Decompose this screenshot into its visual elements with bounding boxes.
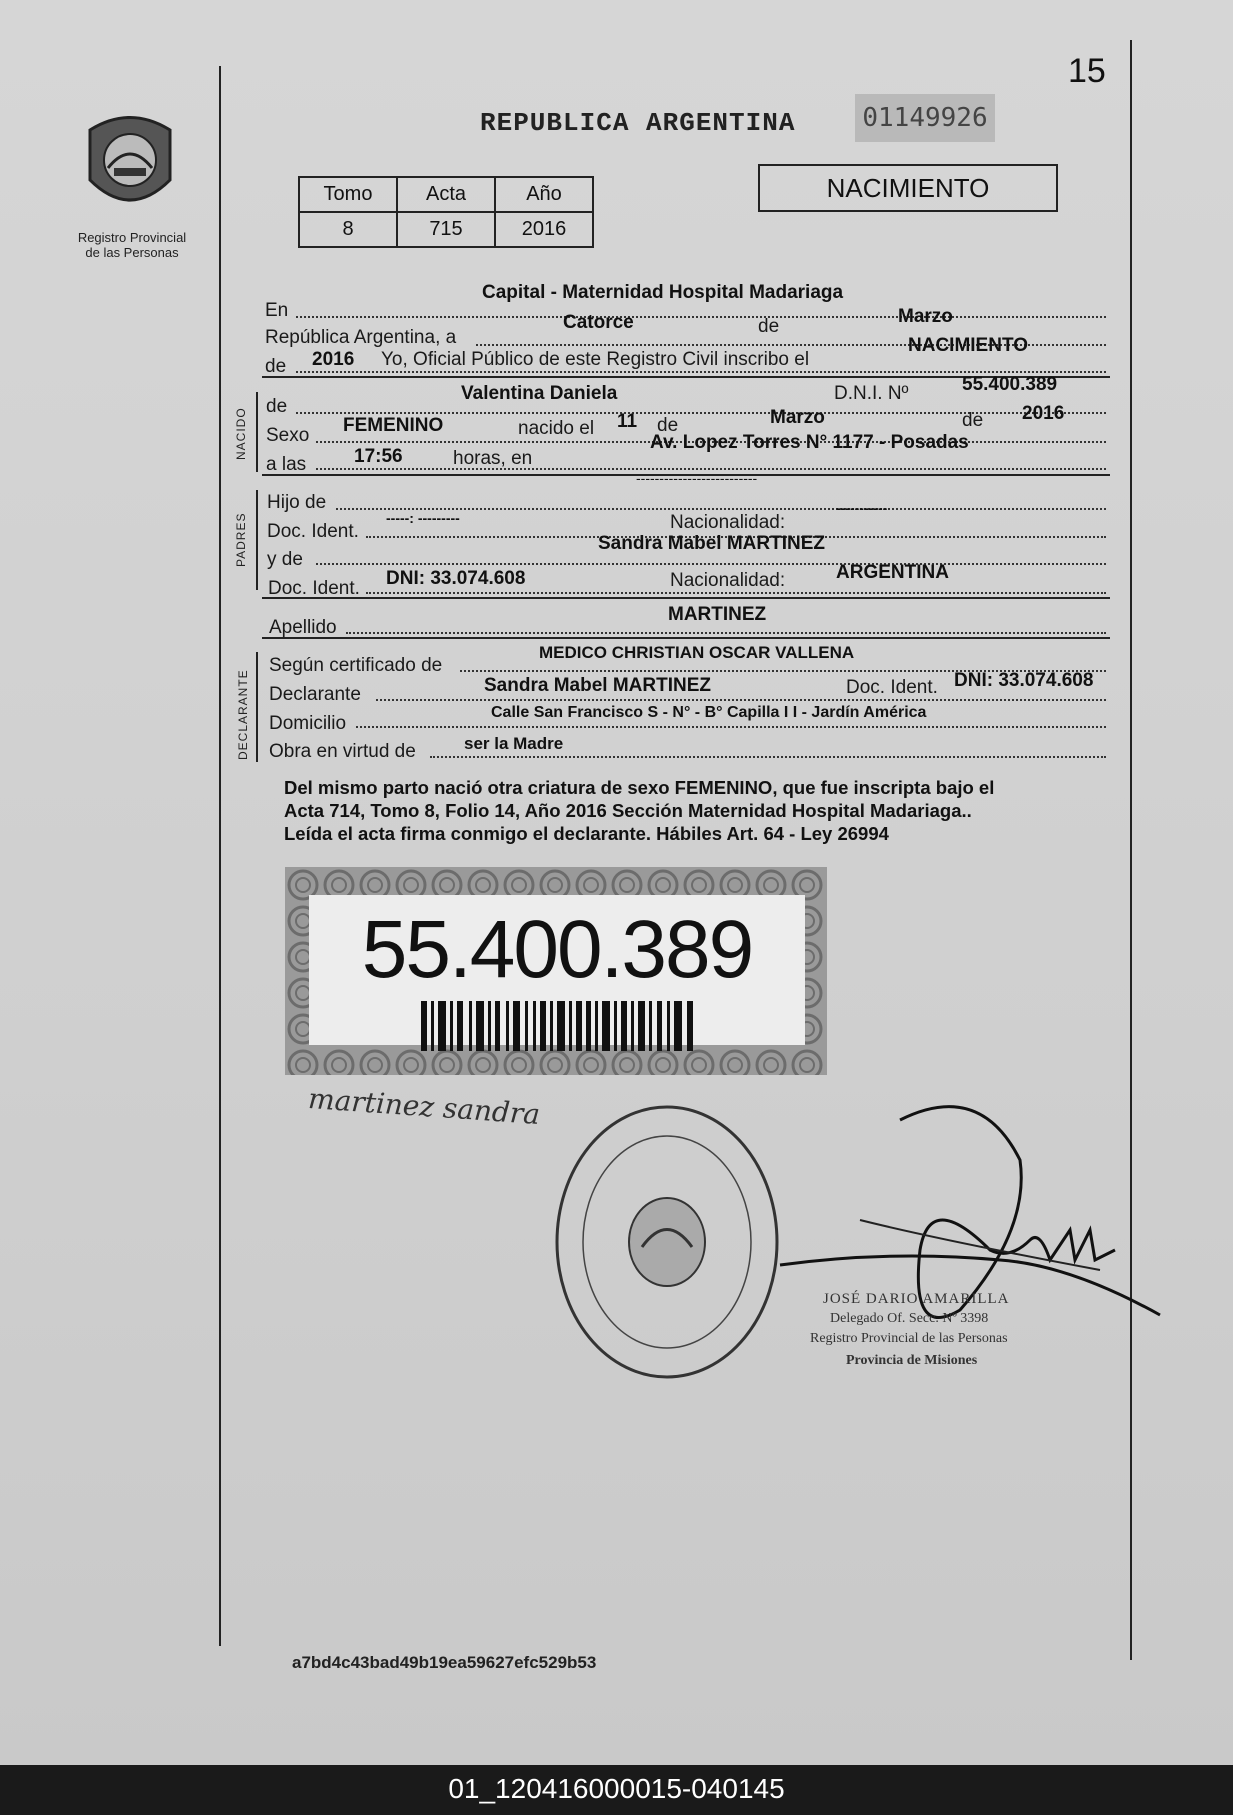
- de-label: de: [758, 316, 780, 337]
- domicilio-label: Domicilio: [269, 713, 347, 734]
- declarante-label: Declarante: [269, 684, 361, 705]
- obra-label: Obra en virtud de: [269, 741, 416, 762]
- officer-name: JOSÉ DARIO AMARILLA: [823, 1291, 1010, 1307]
- doc-ident-label: Doc. Ident.: [268, 578, 360, 599]
- section-divider: [262, 637, 1110, 639]
- sticker-inner: [309, 895, 805, 1045]
- country-title: REPUBLICA ARGENTINA: [480, 108, 796, 138]
- mother-nationality: ARGENTINA: [836, 562, 949, 583]
- dotted-line: [296, 371, 1106, 373]
- registration-year: 2016: [312, 349, 355, 370]
- section-bracket: [256, 490, 258, 590]
- act-type-box: NACIMIENTO: [758, 164, 1058, 212]
- serial-number: 01149926: [855, 94, 995, 142]
- dotted-line: [296, 412, 1106, 414]
- dotted-line: [346, 632, 1106, 634]
- nacionalidad-label: Nacionalidad:: [670, 570, 786, 591]
- officer-organization: Registro Provincial de las Personas: [810, 1331, 1008, 1346]
- inscription-type: NACIMIENTO: [908, 335, 1028, 356]
- en-label: En: [265, 300, 289, 321]
- birth-time: 17:56: [354, 446, 403, 467]
- birth-year: 2016: [1022, 403, 1065, 424]
- dotted-line: [296, 316, 1106, 318]
- officer-role: Delegado Of. Secc. Nº 3398: [830, 1311, 989, 1326]
- apellido-label: Apellido: [269, 617, 337, 638]
- registration-place: Capital - Maternidad Hospital Madariaga: [482, 282, 844, 303]
- child-name: Valentina Daniela: [461, 383, 618, 404]
- de-label: de: [266, 396, 288, 417]
- id-number: 55.400.389: [361, 904, 753, 995]
- dotted-line: [356, 726, 1106, 728]
- tomo-acta-table: [298, 176, 594, 248]
- declarant-address: Calle San Francisco S - N° - B° Capilla I I - Jardín América: [491, 704, 927, 721]
- table-cell: 8: [299, 212, 397, 247]
- father-name: --------------------------: [636, 470, 758, 486]
- dotted-line: [316, 563, 1106, 565]
- officer-province: Provincia de Misiones: [846, 1353, 978, 1368]
- certificado-label: Según certificado de: [269, 655, 443, 676]
- oficial-text: Yo, Oficial Público de este Registro Civil inscribo el: [381, 349, 810, 370]
- section-bracket: [256, 392, 258, 472]
- y-de-label: y de: [267, 549, 303, 570]
- declarant-capacity: ser la Madre: [464, 734, 564, 753]
- de-label: de: [657, 415, 679, 436]
- barcode: [421, 1001, 693, 1051]
- horas-label: horas, en: [453, 448, 533, 469]
- declarant-name: Sandra Mabel MARTINEZ: [484, 675, 711, 696]
- registration-day: Catorce: [563, 312, 634, 333]
- dotted-line: [366, 592, 1106, 594]
- registration-month: Marzo: [898, 306, 953, 327]
- father-nationality: -----------: [836, 500, 888, 516]
- sexo-label: Sexo: [266, 425, 310, 446]
- right-margin-line: [1130, 40, 1132, 1660]
- mother-name: Sandra Mabel MARTINEZ: [598, 533, 825, 554]
- id-number-sticker: [285, 867, 827, 1075]
- dotted-line: [430, 756, 1106, 758]
- left-margin-line: [219, 66, 221, 1646]
- nacido-side-label: NACIDO: [234, 407, 248, 460]
- declarant-doc: DNI: 33.074.608: [954, 670, 1094, 691]
- table-header: Tomo: [299, 177, 397, 212]
- de-label: de: [962, 410, 984, 431]
- padres-side-label: PADRES: [234, 512, 248, 567]
- table-cell: 2016: [495, 212, 593, 247]
- note-line: Leída el acta firma conmigo el declarante. Hábiles Art. 64 - Ley 26994: [284, 823, 889, 844]
- page-number: 15: [1068, 52, 1106, 90]
- republica-label: República Argentina, a: [265, 327, 457, 348]
- footer-filename: 01_120416000015-040145: [448, 1773, 785, 1804]
- child-sex: FEMENINO: [343, 415, 444, 436]
- dni-label: D.N.I. Nº: [834, 383, 909, 404]
- nacionalidad-label: Nacionalidad:: [670, 512, 786, 533]
- declarant-signature: martinez sandra: [307, 1081, 542, 1132]
- surname: MARTINEZ: [668, 604, 767, 625]
- declarante-side-label: DECLARANTE: [236, 669, 250, 760]
- table-cell: 715: [397, 212, 495, 247]
- table-header: Acta: [397, 177, 495, 212]
- hijo-de-label: Hijo de: [267, 492, 327, 513]
- nacido-el-label: nacido el: [518, 418, 595, 439]
- child-dni: 55.400.389: [962, 374, 1058, 395]
- birth-month: Marzo: [770, 407, 825, 428]
- birth-day: 11: [617, 411, 638, 432]
- doc-ident-label: Doc. Ident.: [267, 521, 359, 542]
- official-seal: [552, 1102, 782, 1382]
- registry-caption: Registro Provincial de las Personas: [77, 230, 187, 260]
- section-bracket: [256, 652, 258, 762]
- note-line: Del mismo parto nació otra criatura de sexo FEMENINO, que fue inscripta bajo el: [284, 777, 995, 798]
- mother-doc: DNI: 33.074.608: [386, 568, 526, 589]
- a-las-label: a las: [266, 454, 307, 475]
- note-line: Acta 714, Tomo 8, Folio 14, Año 2016 Sección Maternidad Hospital Madariaga..: [284, 800, 972, 821]
- father-doc: -----: ---------: [386, 510, 460, 526]
- birth-place: Av. Lopez Torres N° 1177 - Posadas: [650, 432, 969, 453]
- table-header: Año: [495, 177, 593, 212]
- document-hash: a7bd4c43bad49b19ea59627efc529b53: [292, 1653, 597, 1672]
- section-divider: [262, 597, 1110, 599]
- province-coat-of-arms-logo: [80, 110, 180, 220]
- certifying-doctor: MEDICO CHRISTIAN OSCAR VALLENA: [539, 643, 855, 662]
- dotted-line: [376, 699, 1106, 701]
- doc-ident-label: Doc. Ident.: [846, 677, 938, 698]
- de-label: de: [265, 356, 287, 377]
